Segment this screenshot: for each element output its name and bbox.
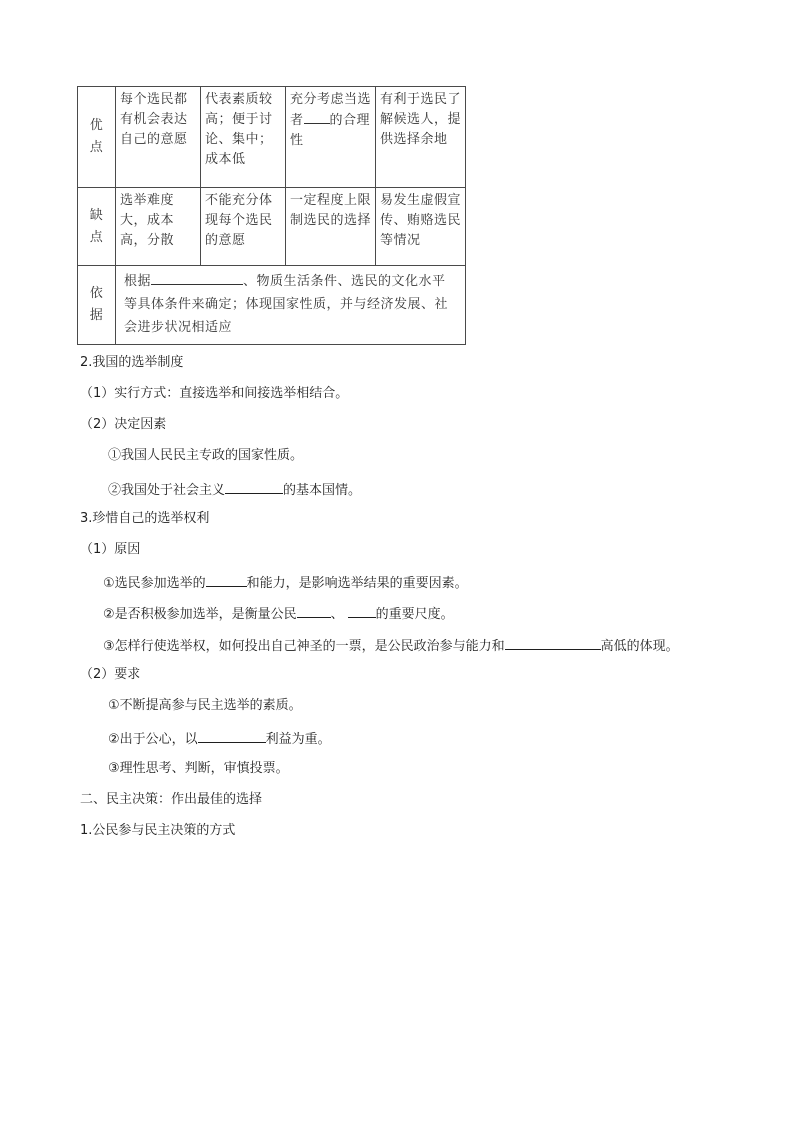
list-item: ②是否积极参加选举，是衡量公民 、 的重要尺度。: [103, 603, 454, 624]
list-item: （2）决定因素: [80, 417, 167, 432]
table-cell: 不能充分体现每个选民的意愿: [201, 188, 286, 266]
list-item: ③怎样行使选举权，如何投出自己神圣的一票，是公民政治参与能力和 高低的体现。: [103, 635, 679, 656]
list-item: ③理性思考、判断，审慎投票。: [108, 761, 289, 776]
election-comparison-table: [77, 86, 466, 345]
list-item: ①不断提高参与民主选举的素质。: [108, 698, 302, 713]
table-cell-basis: 根据 、物质生活条件、选民的文化水平等具体条件来确定；体现国家性质，并与经济发展、社会进步状况相适应: [116, 266, 466, 345]
fill-blank: [505, 635, 601, 650]
list-item: ②出于公心，以 利益为重。: [108, 728, 331, 749]
table-cell: 易发生虚假宣传、贿赂选民等情况: [376, 188, 466, 266]
table-row-basis: [78, 266, 466, 345]
part-heading: 二、民主决策：作出最佳的选择: [80, 792, 263, 807]
list-item: ①选民参加选举的 和能力，是影响选举结果的重要因素。: [103, 572, 468, 593]
table-cell: 一定程度上限制选民的选择: [286, 188, 376, 266]
fill-blank: [206, 572, 247, 587]
table-cell: 代表素质较高；便于讨论、集中；成本低: [201, 87, 286, 188]
row-header-advantages: 优点: [78, 87, 116, 188]
fill-blank: [297, 603, 331, 618]
table-cell: 每个选民都有机会表达自己的意愿: [116, 87, 201, 188]
fill-blank: [151, 271, 243, 285]
row-header-disadvantages: 缺点: [78, 188, 116, 266]
section-heading: 1.公民参与民主决策的方式: [80, 823, 236, 838]
list-item: ①我国人民民主专政的国家性质。: [108, 448, 304, 463]
fill-blank: [198, 728, 266, 743]
fill-blank: [348, 603, 376, 618]
table-row-disadvantages: [78, 188, 466, 266]
table-cell: 充分考虑当选者 的合理性: [286, 87, 376, 188]
table-row-advantages: [78, 87, 466, 188]
table-cell: 有利于选民了解候选人，提供选择余地: [376, 87, 466, 188]
list-item: ②我国处于社会主义 的基本国情。: [108, 479, 361, 500]
row-header-basis: 依据: [78, 266, 116, 345]
list-item: （1）实行方式：直接选举和间接选举相结合。: [80, 386, 349, 401]
fill-blank: [225, 479, 283, 494]
list-item: （1）原因: [80, 542, 141, 557]
section-heading: 2.我国的选举制度: [80, 355, 184, 370]
table-cell: 选举难度大，成本高，分散: [116, 188, 201, 266]
section-heading: 3.珍惜自己的选举权利: [80, 511, 210, 526]
fill-blank: [304, 110, 330, 124]
list-item: （2）要求: [80, 667, 141, 682]
